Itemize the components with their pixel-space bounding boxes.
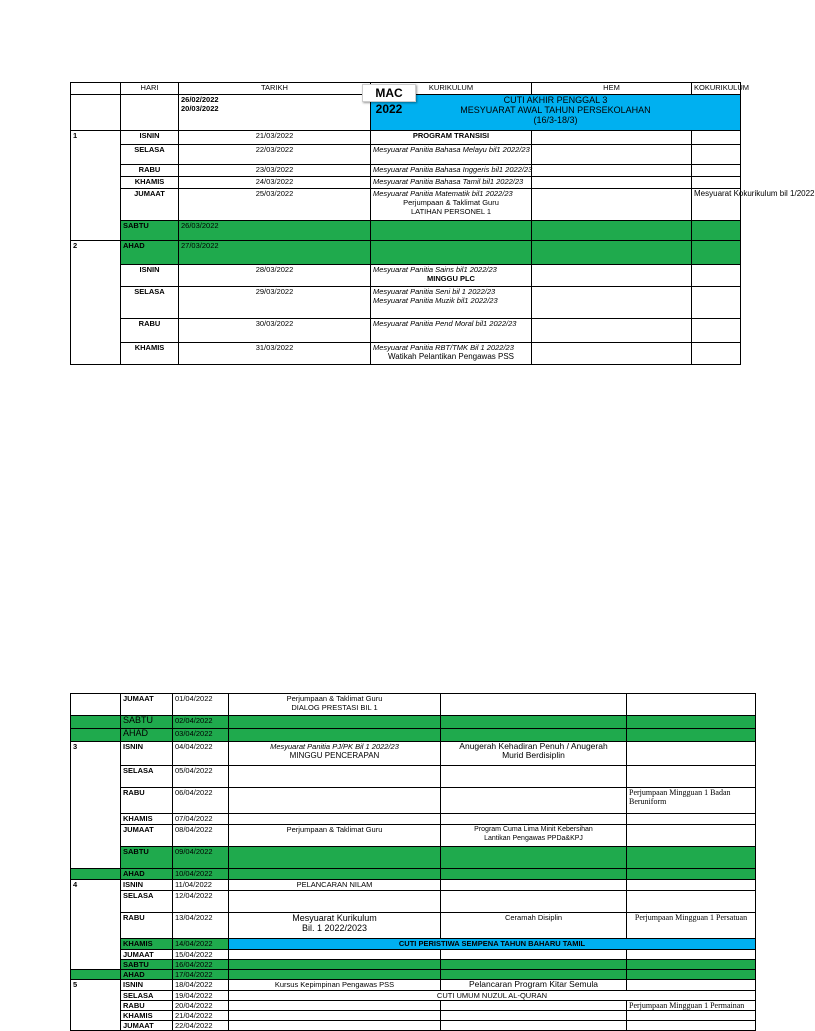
date-cell: 27/03/2022 [179,241,371,265]
date-cell: 25/03/2022 [179,189,371,221]
hem-cell: Ceramah Disiplin [441,913,627,939]
kurikulum-cell: Mesyuarat Kurikulum Bil. 1 2022/2023 [229,913,441,939]
date-cell: 21/03/2022 [179,131,371,145]
date-cell: 18/04/2022 [173,980,229,991]
kurikulum-cell: Mesyuarat Panitia PJ/PK Bil 1 2022/23 MINGGU PENCERAPAN [229,742,441,766]
kurikulum-cell: PROGRAM TRANSISI [371,131,532,145]
kurikulum-cell: Mesyuarat Panitia Matematik bil1 2022/23 Perjumpaan & Taklimat Guru LATIHAN PERSONEL 1 [371,189,532,221]
calendar-table-april [70,693,756,1031]
day-cell: JUMAAT [121,694,173,716]
table-row [71,343,741,365]
day-cell: SABTU [121,221,179,241]
header-kokurikulum: KOKURIKULUM [692,83,741,95]
date-cell: 17/04/2022 [173,970,229,980]
day-cell: KHAMIS [121,814,173,825]
day-cell: ISNIN [121,980,173,991]
hem-cell: Program Cuma Lima Minit Kebersihan Lantikan Pengawas PPDa&KPJ [441,825,627,847]
kurikulum-cell: PELANCARAN NILAM [229,880,441,891]
day-cell: KHAMIS [121,177,179,189]
month-label: MAC 2022 [362,84,416,102]
table-row [71,970,756,980]
weekend-row [71,729,756,742]
date-cell: 30/03/2022 [179,319,371,343]
day-cell: KHAMIS [121,939,173,950]
table-row [71,145,741,165]
kurikulum-cell: Perjumpaan & Taklimat Guru DIALOG PRESTASI BIL 1 [229,694,441,716]
date-cell: 28/03/2022 [179,265,371,287]
date-cell: 12/04/2022 [173,891,229,913]
calendar-table-march [70,82,815,365]
table-row [71,880,756,891]
weekend-row [71,847,756,869]
week-number: 1 [71,131,121,241]
date-cell: 13/04/2022 [173,913,229,939]
day-cell: ISNIN [121,265,179,287]
date-cell: 22/03/2022 [179,145,371,165]
kokurikulum-cell: Mesyuarat Kokurikulum bil 1/2022 [692,189,741,221]
date-cell: 02/04/2022 [173,716,229,729]
day-cell: ISNIN [121,880,173,891]
week-number: 2 [71,241,121,365]
day-cell: SELASA [121,891,173,913]
date-cell: 01/04/2022 [173,694,229,716]
hem-cell: Anugerah Kehadiran Penuh / Anugerah Murid Berdisiplin [441,742,627,766]
date-cell: 26/02/2022 20/03/2022 [179,95,371,131]
table-row [71,694,756,716]
table-row [71,177,741,189]
table-row [71,814,756,825]
holiday-note: CUTI UMUM NUZUL AL-QURAN [229,991,756,1001]
table-row [71,913,756,939]
table-row [71,869,756,880]
table-row [71,980,756,991]
table-row [71,1001,756,1011]
table-row [71,241,741,265]
holiday-banner: CUTI AKHIR PENGGAL 3 MESYUARAT AWAL TAHUN PERSEKOLAHAN (16/3-18/3) [371,95,741,131]
table-row [71,939,756,950]
day-cell: JUMAAT [121,1021,173,1031]
kurikulum-cell: Perjumpaan & Taklimat Guru [229,825,441,847]
week-number: 4 [71,880,121,970]
day-cell: SELASA [121,145,179,165]
day-cell: ISNIN [121,131,179,145]
table-row [71,891,756,913]
kurikulum-cell: Mesyuarat Panitia Seni bil 1 2022/23 Mesyuarat Panitia Muzik bil1 2022/23 [371,287,532,319]
date-cell: 24/03/2022 [179,177,371,189]
date-cell: 03/04/2022 [173,729,229,742]
table-row [71,742,756,766]
date-cell: 06/04/2022 [173,788,229,814]
weekend-row [71,716,756,729]
hem-cell: Pelancaran Program Kitar Semula [441,980,627,991]
day-cell: JUMAAT [121,825,173,847]
kokurikulum-cell: Perjumpaan Mingguan 1 Persatuan [627,913,756,939]
table-row [71,825,756,847]
date-cell: 11/04/2022 [173,880,229,891]
week-number: 5 [71,980,121,1031]
table-row [71,165,741,177]
header-tarikh: TARIKH [179,83,371,95]
kurikulum-cell: Mesyuarat Panitia Bahasa Tamil bil1 2022/23 [371,177,532,189]
kurikulum-cell: Mesyuarat Panitia Bahasa Melayu bil1 2022/23 [371,145,532,165]
day-cell: KHAMIS [121,343,179,365]
header-kurikulum: KURIKULUM [371,83,532,95]
day-cell: SABTU [121,960,173,970]
date-cell: 29/03/2022 [179,287,371,319]
day-cell: RABU [121,165,179,177]
table-row [71,1021,756,1031]
date-cell: 10/04/2022 [173,869,229,880]
date-cell: 31/03/2022 [179,343,371,365]
date-cell: 05/04/2022 [173,766,229,788]
date-cell: 20/04/2022 [173,1001,229,1011]
table-row [71,788,756,814]
date-cell: 19/04/2022 [173,991,229,1001]
kokurikulum-cell: Perjumpaan Mingguan 1 Permainan [627,1001,756,1011]
date-cell: 15/04/2022 [173,950,229,960]
date-cell: 22/04/2022 [173,1021,229,1031]
day-cell: SELASA [121,766,173,788]
weekend-row [71,960,756,970]
date-cell: 21/04/2022 [173,1011,229,1021]
date-cell: 08/04/2022 [173,825,229,847]
table-row [71,1011,756,1021]
day-cell: KHAMIS [121,1011,173,1021]
weekend-row [71,221,741,241]
day-cell: AHAD [121,970,173,980]
table-row [71,950,756,960]
kurikulum-cell: Kursus Kepimpinan Pengawas PSS [229,980,441,991]
kurikulum-cell: Mesyuarat Panitia Bahasa Inggeris bil1 2022/23 [371,165,532,177]
kurikulum-cell: Mesyuarat Panitia Sains bil1 2022/23 MINGGU PLC [371,265,532,287]
day-cell: SELASA [121,287,179,319]
day-cell: RABU [121,913,173,939]
date-cell: 23/03/2022 [179,165,371,177]
date-cell: 14/04/2022 [173,939,229,950]
header-hari: HARI [121,83,179,95]
day-cell: SELASA [121,991,173,1001]
day-cell: JUMAAT [121,950,173,960]
day-cell: AHAD [121,869,173,880]
day-cell: AHAD [121,729,173,742]
table-row [71,131,741,145]
table-row [71,319,741,343]
date-cell: 26/03/2022 [179,221,371,241]
date-cell: 16/04/2022 [173,960,229,970]
table-row [71,265,741,287]
day-cell: SABTU [121,847,173,869]
week-number: 3 [71,742,121,869]
day-cell: SABTU [121,716,173,729]
header-hem: HEM [532,83,692,95]
date-cell: 09/04/2022 [173,847,229,869]
table-row [71,189,741,221]
kokurikulum-cell: Perjumpaan Mingguan 1 Badan Beruniform [627,788,756,814]
day-cell: RABU [121,1001,173,1011]
day-cell: RABU [121,319,179,343]
date-cell: 04/04/2022 [173,742,229,766]
day-cell: RABU [121,788,173,814]
holiday-banner: CUTI PERISTIWA SEMPENA TAHUN BAHARU TAMIL [229,939,756,950]
kurikulum-cell: Mesyuarat Panitia Pend Moral bil1 2022/23 [371,319,532,343]
day-cell: ISNIN [121,742,173,766]
table-row [71,287,741,319]
kurikulum-cell: Mesyuarat Panitia RBT/TMK Bil 1 2022/23 Watikah Pelantikan Pengawas PSS [371,343,532,365]
day-cell: AHAD [121,241,179,265]
table-row [71,991,756,1001]
table-row [71,766,756,788]
day-cell: JUMAAT [121,189,179,221]
date-cell: 07/04/2022 [173,814,229,825]
